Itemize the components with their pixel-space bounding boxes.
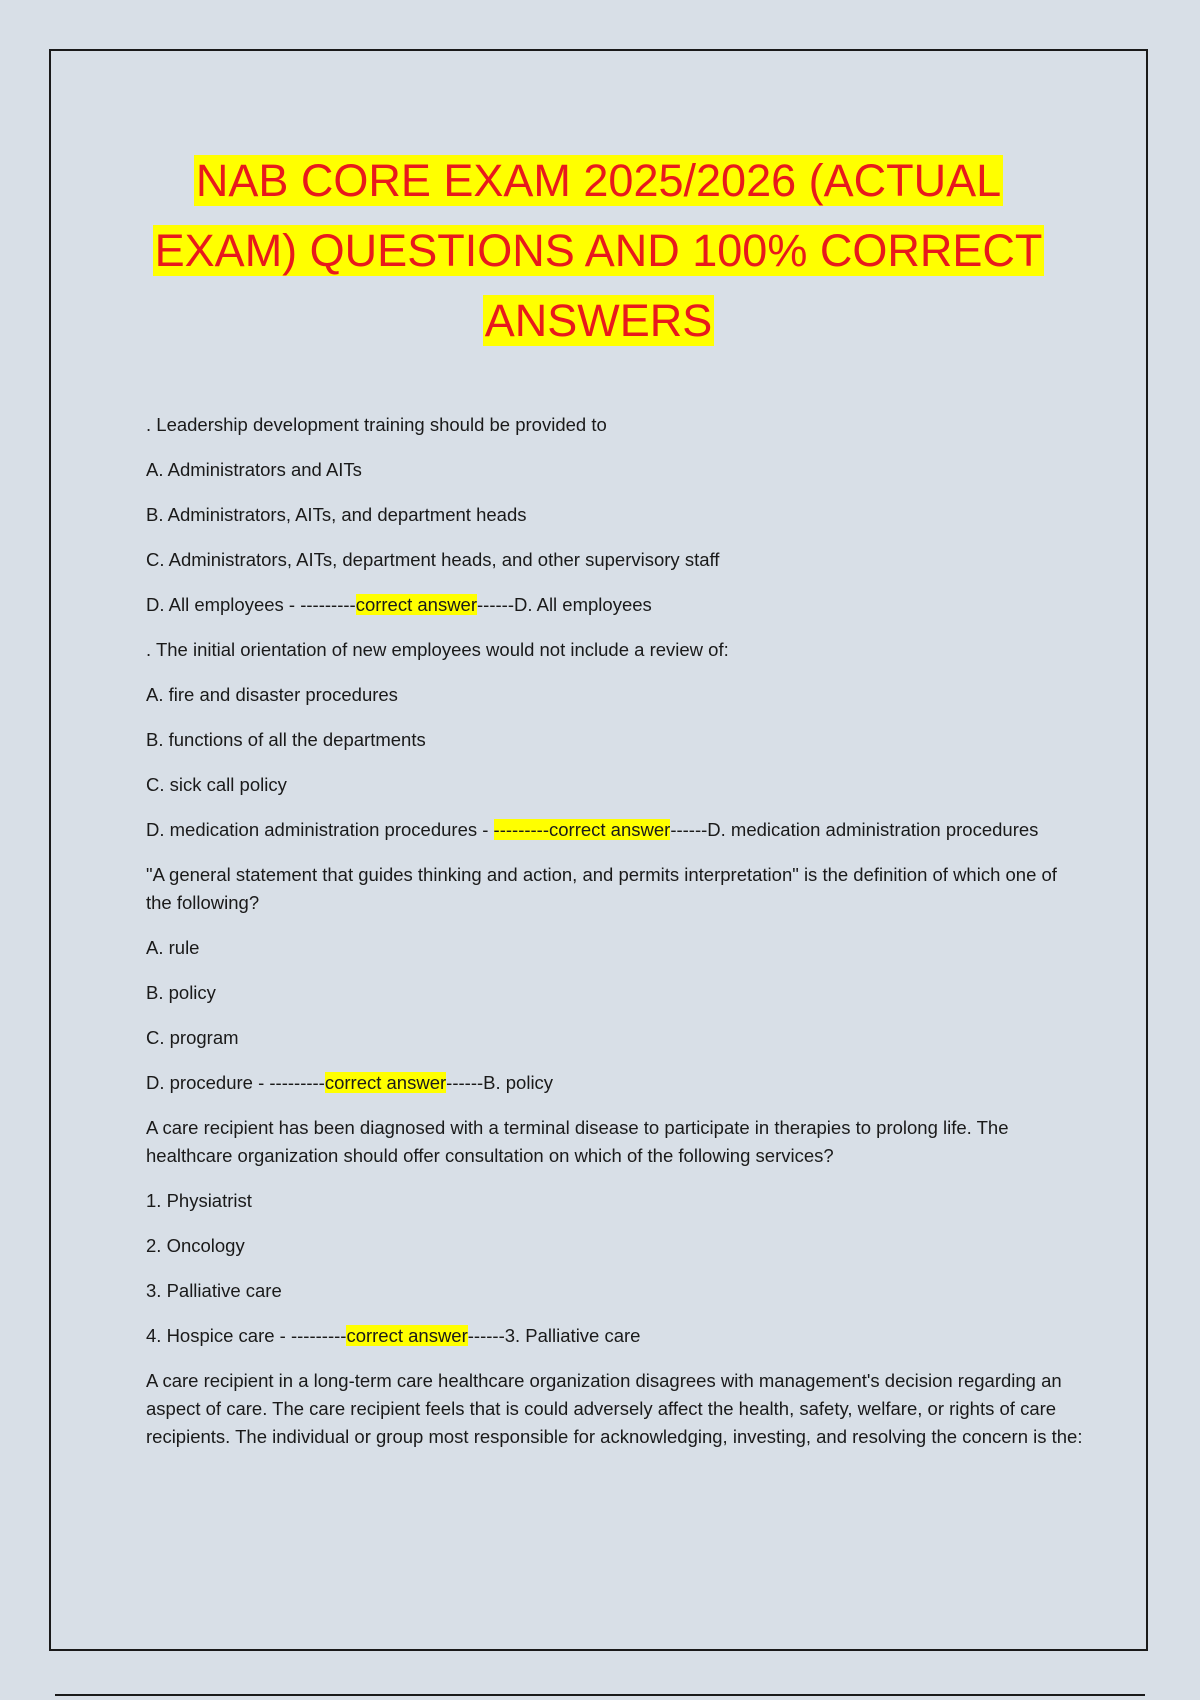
option: D. procedure - [146, 1072, 270, 1093]
question-stem: A care recipient has been diagnosed with a terminal disease to participate in therapies to prolong life. The healthcare organization should offer consultation on which of the following services? [146, 1117, 1009, 1166]
option: 2. Oncology [146, 1235, 245, 1256]
question-stem: A care recipient in a long-term care healthcare organization disagrees with management's decision regarding an aspect of care. The care recipient feels that is could adversely affect the health, safety, welfare, or rights of care recipients. The individual or group most responsible for acknowledging, investing, and resolving the concern is the: [146, 1370, 1083, 1447]
marker-dashes: --------- [290, 1325, 347, 1346]
option: B. Administrators, AITs, and department heads [146, 504, 527, 525]
answer-text: D. All employees [513, 594, 652, 615]
option: C. Administrators, AITs, department heads, and other supervisory staff [146, 549, 720, 570]
next-page-edge [55, 1694, 1145, 1696]
option: 3. Palliative care [146, 1280, 282, 1301]
option: A. rule [146, 937, 200, 958]
option: A. Administrators and AITs [146, 459, 362, 480]
answer-text: B. policy [483, 1072, 554, 1093]
option: 1. Physiatrist [146, 1190, 252, 1211]
option: B. functions of all the departments [146, 729, 426, 750]
option: D. All employees - [146, 594, 301, 615]
answer-line [146, 591, 1086, 619]
marker-dashes: --------- [493, 819, 549, 840]
option: A. fire and disaster procedures [146, 684, 398, 705]
marker-dashes: ------ [477, 594, 514, 615]
answer-line [146, 816, 1086, 844]
marker-dashes: --------- [269, 1072, 325, 1093]
document-title [51, 146, 1146, 356]
option: D. medication administration procedures - [146, 819, 494, 840]
correct-answer-label: correct answer [346, 1325, 468, 1346]
question-stem: . Leadership development training should be provided to [146, 414, 607, 435]
title-line-3: ANSWERS [484, 295, 713, 346]
title-line-1: NAB CORE EXAM 2025/2026 (ACTUAL [195, 155, 1002, 206]
answer-text: 3. Palliative care [504, 1325, 641, 1346]
marker-dashes: ------ [467, 1325, 505, 1346]
correct-answer-label: correct answer [355, 594, 478, 615]
questions-content [146, 411, 1086, 1468]
option: 4. Hospice care - [146, 1325, 291, 1346]
answer-text: D. medication administration procedures [707, 819, 1039, 840]
question-stem: . The initial orientation of new employees would not include a review of: [146, 639, 729, 660]
marker-dashes: ------ [446, 1072, 484, 1093]
answer-line [146, 1322, 1086, 1350]
title-line-2: EXAM) QUESTIONS AND 100% CORRECT [154, 225, 1043, 276]
correct-answer-label: correct answer [549, 819, 671, 840]
option: C. program [146, 1027, 239, 1048]
correct-answer-label: correct answer [324, 1072, 447, 1093]
marker-dashes: --------- [300, 594, 356, 615]
marker-dashes: ------ [670, 819, 708, 840]
option: B. policy [146, 982, 216, 1003]
answer-line [146, 1069, 1086, 1097]
question-stem: "A general statement that guides thinking and action, and permits interpretation" is the definition of which one of the following? [146, 864, 1057, 913]
document-page [49, 49, 1148, 1651]
option: C. sick call policy [146, 774, 287, 795]
